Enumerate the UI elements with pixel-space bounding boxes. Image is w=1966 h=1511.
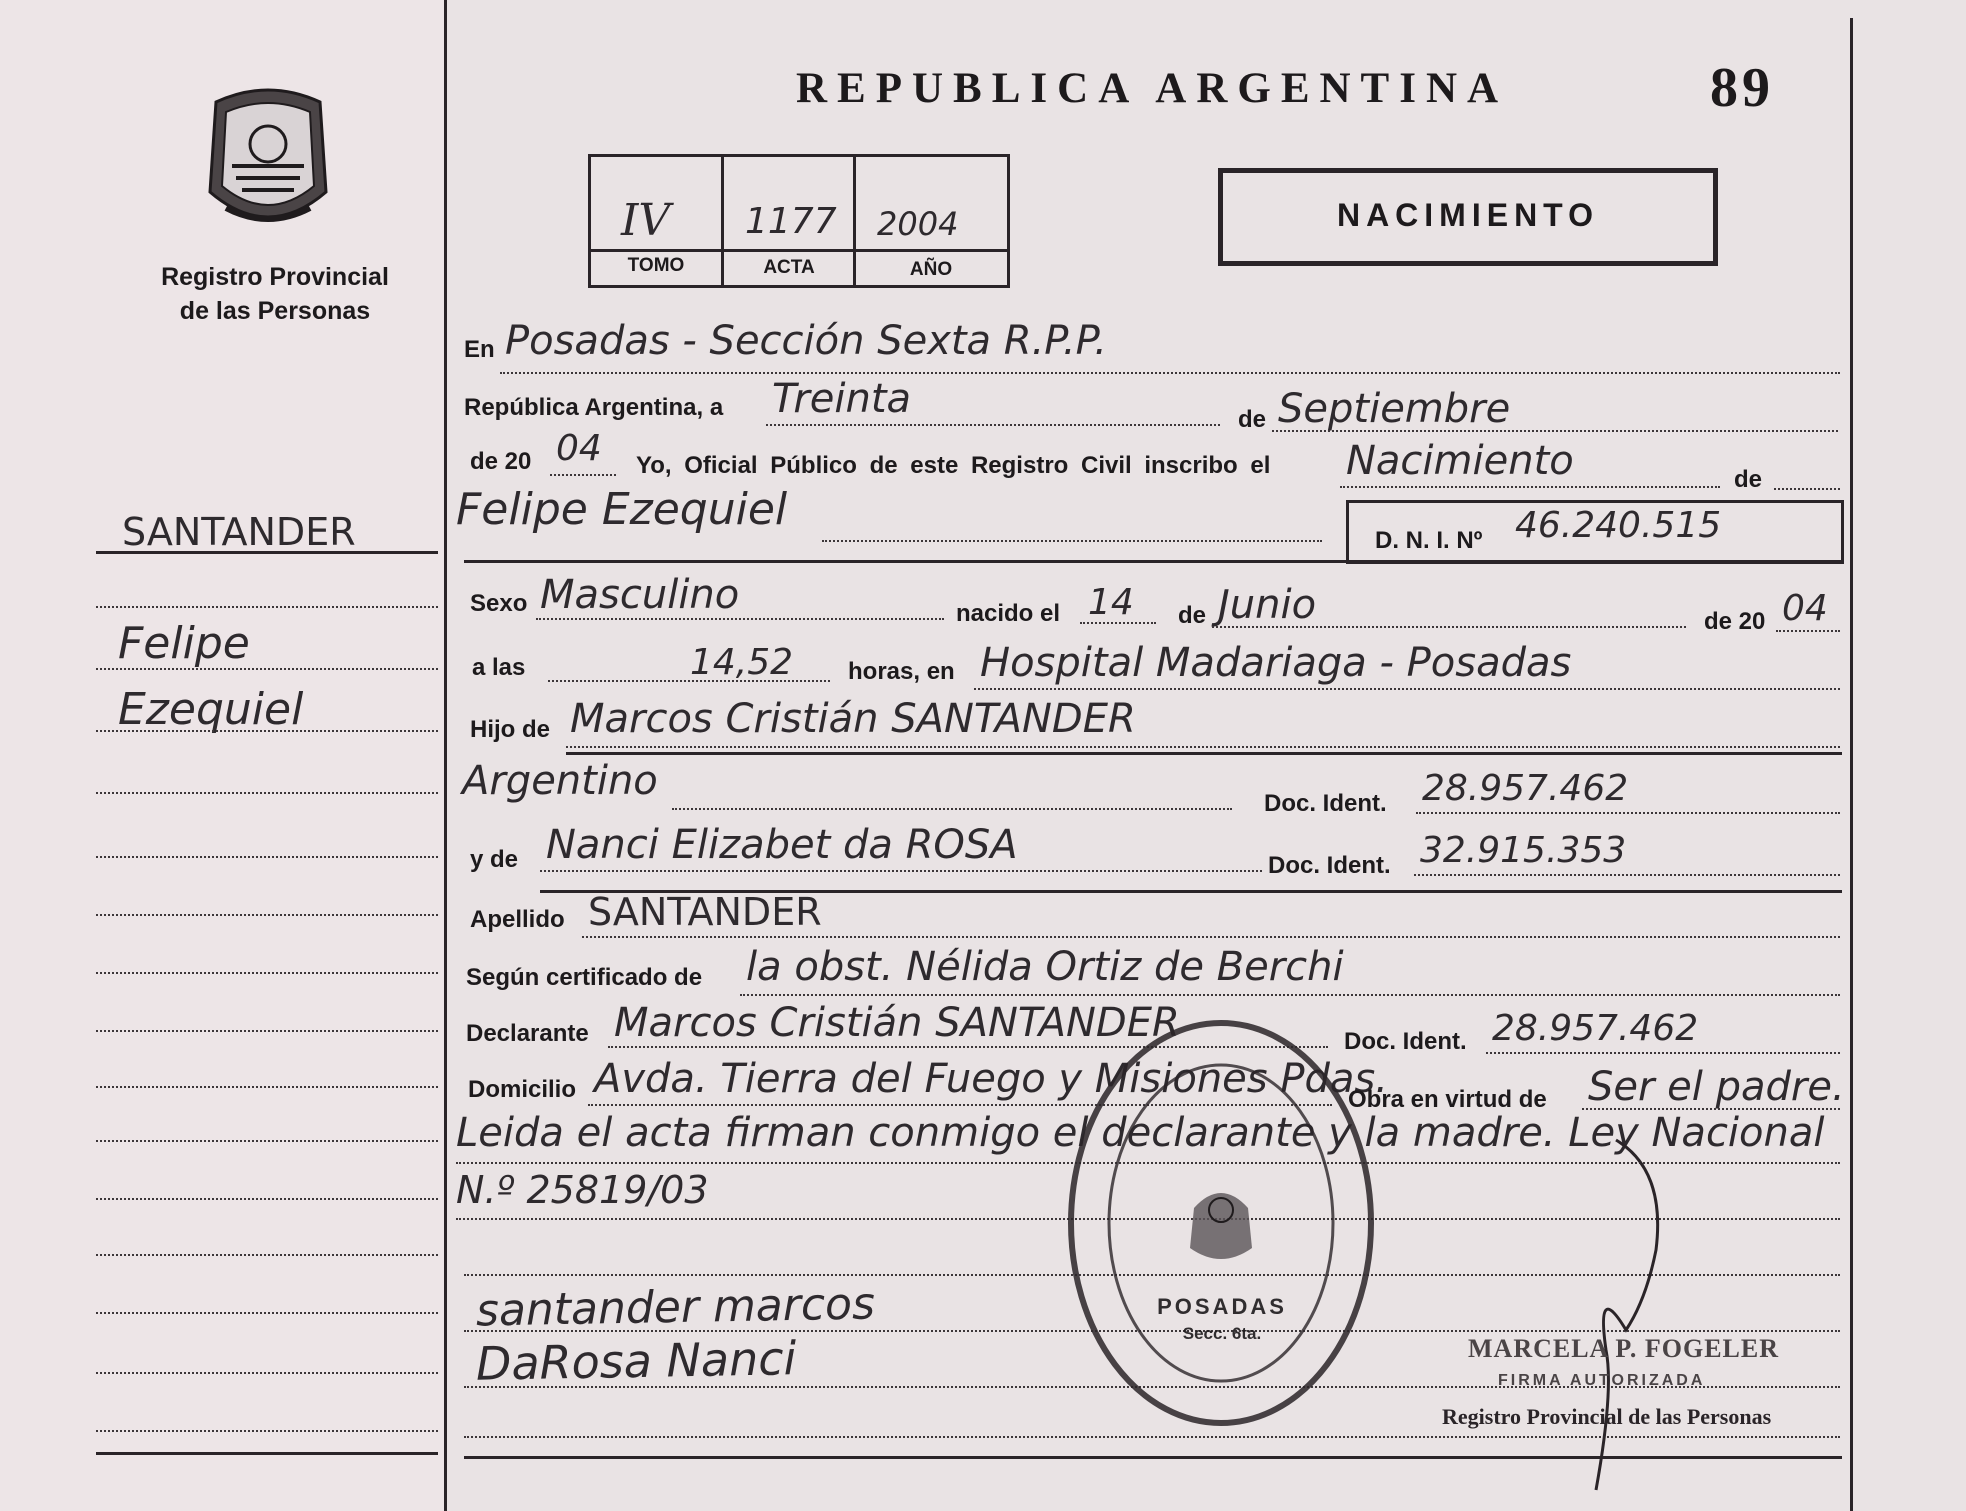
month-line: [1272, 430, 1838, 432]
acta-value: 1177: [745, 201, 837, 242]
domicilio-value: Avda. Tierra del Fuego y Misiones Pdas.: [594, 1056, 1388, 1102]
year-suffix-value: 04: [556, 428, 602, 469]
doc-ident-label: Doc. Ident.: [1344, 1028, 1467, 1055]
mother-name-value: Nanci Elizabet da ROSA: [546, 822, 1018, 868]
margin-dotted-line: [96, 1430, 438, 1432]
dni-value: 46.240.515: [1515, 505, 1722, 546]
margin-dotted-line: [96, 972, 438, 974]
birth-day-value: 14: [1088, 582, 1134, 623]
acta-label: ACTA: [763, 257, 815, 278]
tomo-value: IV: [621, 195, 671, 246]
official-registry: Registro Provincial de las Personas: [1442, 1404, 1772, 1429]
official-role: FIRMA AUTORIZADA: [1498, 1372, 1706, 1389]
mother-name-line: [540, 870, 1262, 872]
nationality-line: [672, 808, 1232, 810]
birth-place-line: [974, 688, 1840, 690]
en-label: En: [464, 336, 495, 363]
horas-label: horas, en: [848, 658, 955, 685]
ano-value: 2004: [877, 205, 959, 243]
place-line: [500, 372, 1840, 374]
signature-father: santander marcos: [475, 1278, 876, 1337]
margin-surname: SANTANDER: [122, 510, 356, 554]
province-seal-logo: [196, 82, 340, 232]
margin-bottom-rule: [96, 1452, 438, 1455]
father-rule: [566, 752, 1842, 755]
apellido-label: Apellido: [470, 906, 565, 933]
margin-rule: [96, 551, 438, 554]
day-line: [766, 424, 1220, 426]
margin-dotted-line: [96, 1254, 438, 1256]
certificado-value: la obst. Nélida Ortiz de Berchi: [746, 944, 1344, 990]
father-name-line: [566, 746, 1840, 748]
record-reference-box: [588, 154, 1010, 288]
de-label2: de: [1734, 466, 1763, 493]
father-doc-value: 28.957.462: [1422, 768, 1629, 809]
margin-dotted-line: [96, 1372, 438, 1374]
page-number: 89: [1710, 57, 1774, 119]
hijo-label: Hijo de: [470, 716, 551, 743]
stamp-section: Secc. 6ta.: [1182, 1324, 1262, 1343]
margin-dotted-line: [96, 792, 438, 794]
margin-divider: [444, 0, 447, 1511]
birth-time-line: [548, 680, 830, 682]
official-name: MARCELA P. FOGELER: [1468, 1334, 1780, 1363]
declarante-value: Marcos Cristián SANTANDER: [614, 1000, 1180, 1046]
birth-place-value: Hospital Madariaga - Posadas: [980, 640, 1572, 686]
segun-label: Según certificado de: [466, 964, 703, 991]
birth-year-line: [1776, 630, 1840, 632]
de20-label2: de 20: [1704, 608, 1766, 635]
birth-time-value: 14,52: [690, 642, 794, 683]
section-rule: [464, 560, 1842, 563]
margin-dotted-line: [96, 1030, 438, 1032]
official-circular-stamp: [1062, 1008, 1380, 1438]
margin-dotted-line: [96, 914, 438, 916]
margin-dotted-line: [96, 606, 438, 608]
domicilio-label: Domicilio: [468, 1076, 577, 1103]
sexo-line: [536, 618, 944, 620]
mother-doc-line: [1414, 874, 1840, 876]
margin-name2: Ezequiel: [118, 684, 304, 735]
note-line1: Leida el acta firman conmigo el declarante y la madre. Ley Nacional: [456, 1110, 1825, 1156]
year-line: [550, 474, 616, 476]
mother-doc-value: 32.915.353: [1420, 830, 1627, 871]
document-title: REPUBLICA ARGENTINA: [796, 65, 1509, 112]
place-value: Posadas - Sección Sexta R.P.P.: [505, 318, 1107, 364]
sexo-value: Masculino: [540, 572, 740, 618]
oficial-text: Yo, Oficial Público de este Registro Civil inscribo el: [636, 452, 1271, 479]
child-name-value: Felipe Ezequiel: [456, 484, 788, 535]
margin-dotted-line: [96, 668, 438, 670]
margin-dotted-line: [96, 730, 438, 732]
margin-dotted-line: [96, 1086, 438, 1088]
father-doc-line: [1416, 812, 1840, 814]
father-nationality-value: Argentino: [462, 758, 658, 804]
margin-dotted-line: [96, 856, 438, 858]
tomo-label: TOMO: [627, 255, 685, 276]
apellido-line: [582, 936, 1840, 938]
declarante-doc-line: [1486, 1052, 1840, 1054]
right-border: [1850, 18, 1853, 1511]
de-line: [1774, 488, 1840, 490]
registry-name-line1: Registro Provincial: [161, 263, 389, 291]
act-type-line: [1340, 486, 1720, 488]
father-name-value: Marcos Cristián SANTANDER: [570, 696, 1136, 742]
de-label: de: [1238, 406, 1267, 433]
birth-year-suffix: 04: [1782, 588, 1828, 629]
birth-month-line: [1212, 626, 1686, 628]
sexo-label: Sexo: [470, 590, 528, 617]
ano-label: AÑO: [909, 259, 953, 280]
child-name-line: [822, 540, 1322, 542]
nacido-label: nacido el: [956, 600, 1061, 627]
document-type-label: NACIMIENTO: [1336, 197, 1600, 233]
margin-name1: Felipe: [118, 618, 250, 669]
declarante-label: Declarante: [466, 1020, 589, 1047]
note-line2: N.º 25819/03: [456, 1168, 709, 1212]
dni-label: D. N. I. Nº: [1375, 527, 1483, 554]
republica-label: República Argentina, a: [464, 394, 724, 421]
obra-value: Ser el padre.: [1588, 1064, 1845, 1110]
doc-ident-label: Doc. Ident.: [1264, 790, 1387, 817]
act-type-value: Nacimiento: [1346, 438, 1574, 484]
certificado-line: [740, 994, 1840, 996]
declarante-doc-value: 28.957.462: [1492, 1008, 1699, 1049]
registry-name-line2: de las Personas: [179, 297, 371, 325]
margin-dotted-line: [96, 1198, 438, 1200]
day-value: Treinta: [772, 376, 912, 422]
obra-label: Obra en virtud de: [1348, 1086, 1547, 1113]
doc-ident-label: Doc. Ident.: [1268, 852, 1391, 879]
stamp-city: POSADAS: [1157, 1294, 1287, 1319]
y-de-label: y de: [470, 846, 519, 873]
de-label3: de: [1178, 602, 1207, 629]
birth-day-line: [1080, 622, 1156, 624]
official-signature: [1556, 1130, 1676, 1500]
de20-label: de 20: [470, 448, 532, 475]
margin-dotted-line: [96, 1312, 438, 1314]
document-type-box: [1218, 168, 1718, 266]
a-las-label: a las: [472, 654, 526, 681]
signature-mother: DaRosa Nanci: [475, 1331, 797, 1391]
birth-month-value: Junio: [1218, 582, 1317, 628]
month-value: Septiembre: [1278, 386, 1511, 432]
margin-dotted-line: [96, 1140, 438, 1142]
apellido-value: SANTANDER: [588, 890, 822, 934]
dni-box: [1346, 500, 1844, 564]
